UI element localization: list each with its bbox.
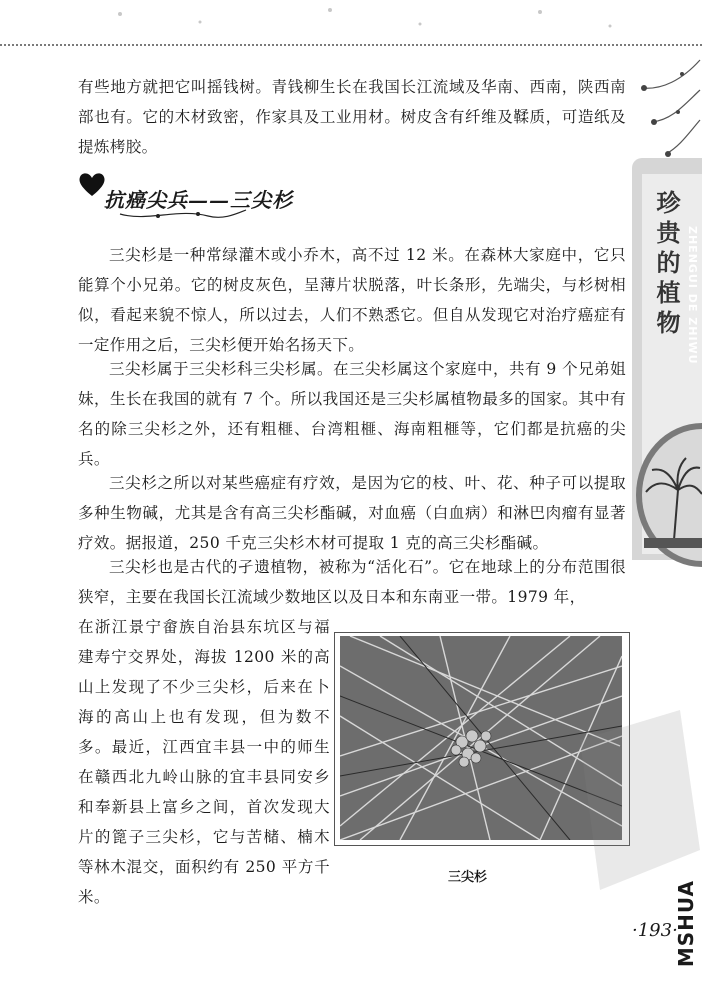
section-heading bbox=[78, 170, 398, 220]
watermark-seal bbox=[560, 700, 702, 900]
chapter-title: 珍贵的植物 bbox=[652, 190, 681, 340]
header-decoration bbox=[0, 0, 702, 40]
body-paragraph-3: 三尖杉之所以对某些癌症有疗效，是因为它的枝、叶、花、种子可以提取多种生物碱，尤其是含有高三尖杉酯碱，对血癌（白血病）和淋巴肉瘤有显著疗效。据报道，250 千克三尖杉木材可提取 1 克的高三尖杉酯碱。 bbox=[78, 474, 626, 552]
palm-tree-vignette bbox=[634, 420, 702, 570]
body-paragraph-2: 三尖杉属于三尖杉科三尖杉属。在三尖杉属这个家庭中，共有 9 个兄弟姐妹，生长在我国的就有 7 个。所以我国还是三尖杉属植物最多的国家。其中有名的除三尖杉之外，还有粗榧、台湾粗榧、海南粗榧等，它们都是抗癌的尖兵。 bbox=[78, 360, 626, 468]
chapter-pinyin: ZHENGUI DE ZHIWU bbox=[686, 226, 699, 365]
page-number: ·193· bbox=[632, 920, 678, 941]
corner-flourish-decoration bbox=[622, 50, 702, 160]
intro-paragraph: 有些地方就把它叫摇钱树。青钱柳生长在我国长江流域及华南、西南，陕西南部也有。它的木材致密，作家具及工业用材。树皮含有纤维及鞣质，可造纸及提炼栲胶。 bbox=[78, 78, 626, 156]
photo-caption: 三尖杉 bbox=[448, 870, 488, 885]
body-paragraph-4: 三尖杉也是古代的孑遗植物，被称为“活化石”。它在地球上的分布范围很狭窄，主要在我国长江流域少数地区以及日本和东南亚一带。1979 年， bbox=[78, 558, 626, 606]
header-dotted-rule bbox=[0, 44, 702, 46]
body-paragraph-1: 三尖杉是一种常绿灌木或小乔木，高不过 12 米。在森林大家庭中，它只能算个小兄弟。它的树皮灰色，呈薄片状脱落，叶长条形，先端尖，与杉树相似，看起来貌不惊人，所以过去，人们不熟悉它。但自从发现它对治疗癌症有一定作用之后，三尖杉便开始名扬天下。 bbox=[78, 246, 626, 354]
wrap-paragraph: 在浙江景宁畲族自治县东坑区与福建寿宁交界处，海拔 1200 米的高山上发现了不少三尖杉，后来在卜海的高山上也有发现，但为数不多。最近，江西宜丰县一中的师生在赣西北九岭山脉的宜丰县同安乡和奉新县上富乡之间，首次发现大片的篦子三尖杉，它与苦槠、楠木等林木混交，面积约有 250 平方千米。 bbox=[78, 618, 330, 906]
brand-mark: MSHUA bbox=[674, 880, 698, 968]
heart-icon bbox=[78, 172, 106, 198]
section-title: 抗癌尖兵——三尖杉 bbox=[104, 188, 293, 212]
vine-decoration-icon bbox=[118, 208, 248, 222]
